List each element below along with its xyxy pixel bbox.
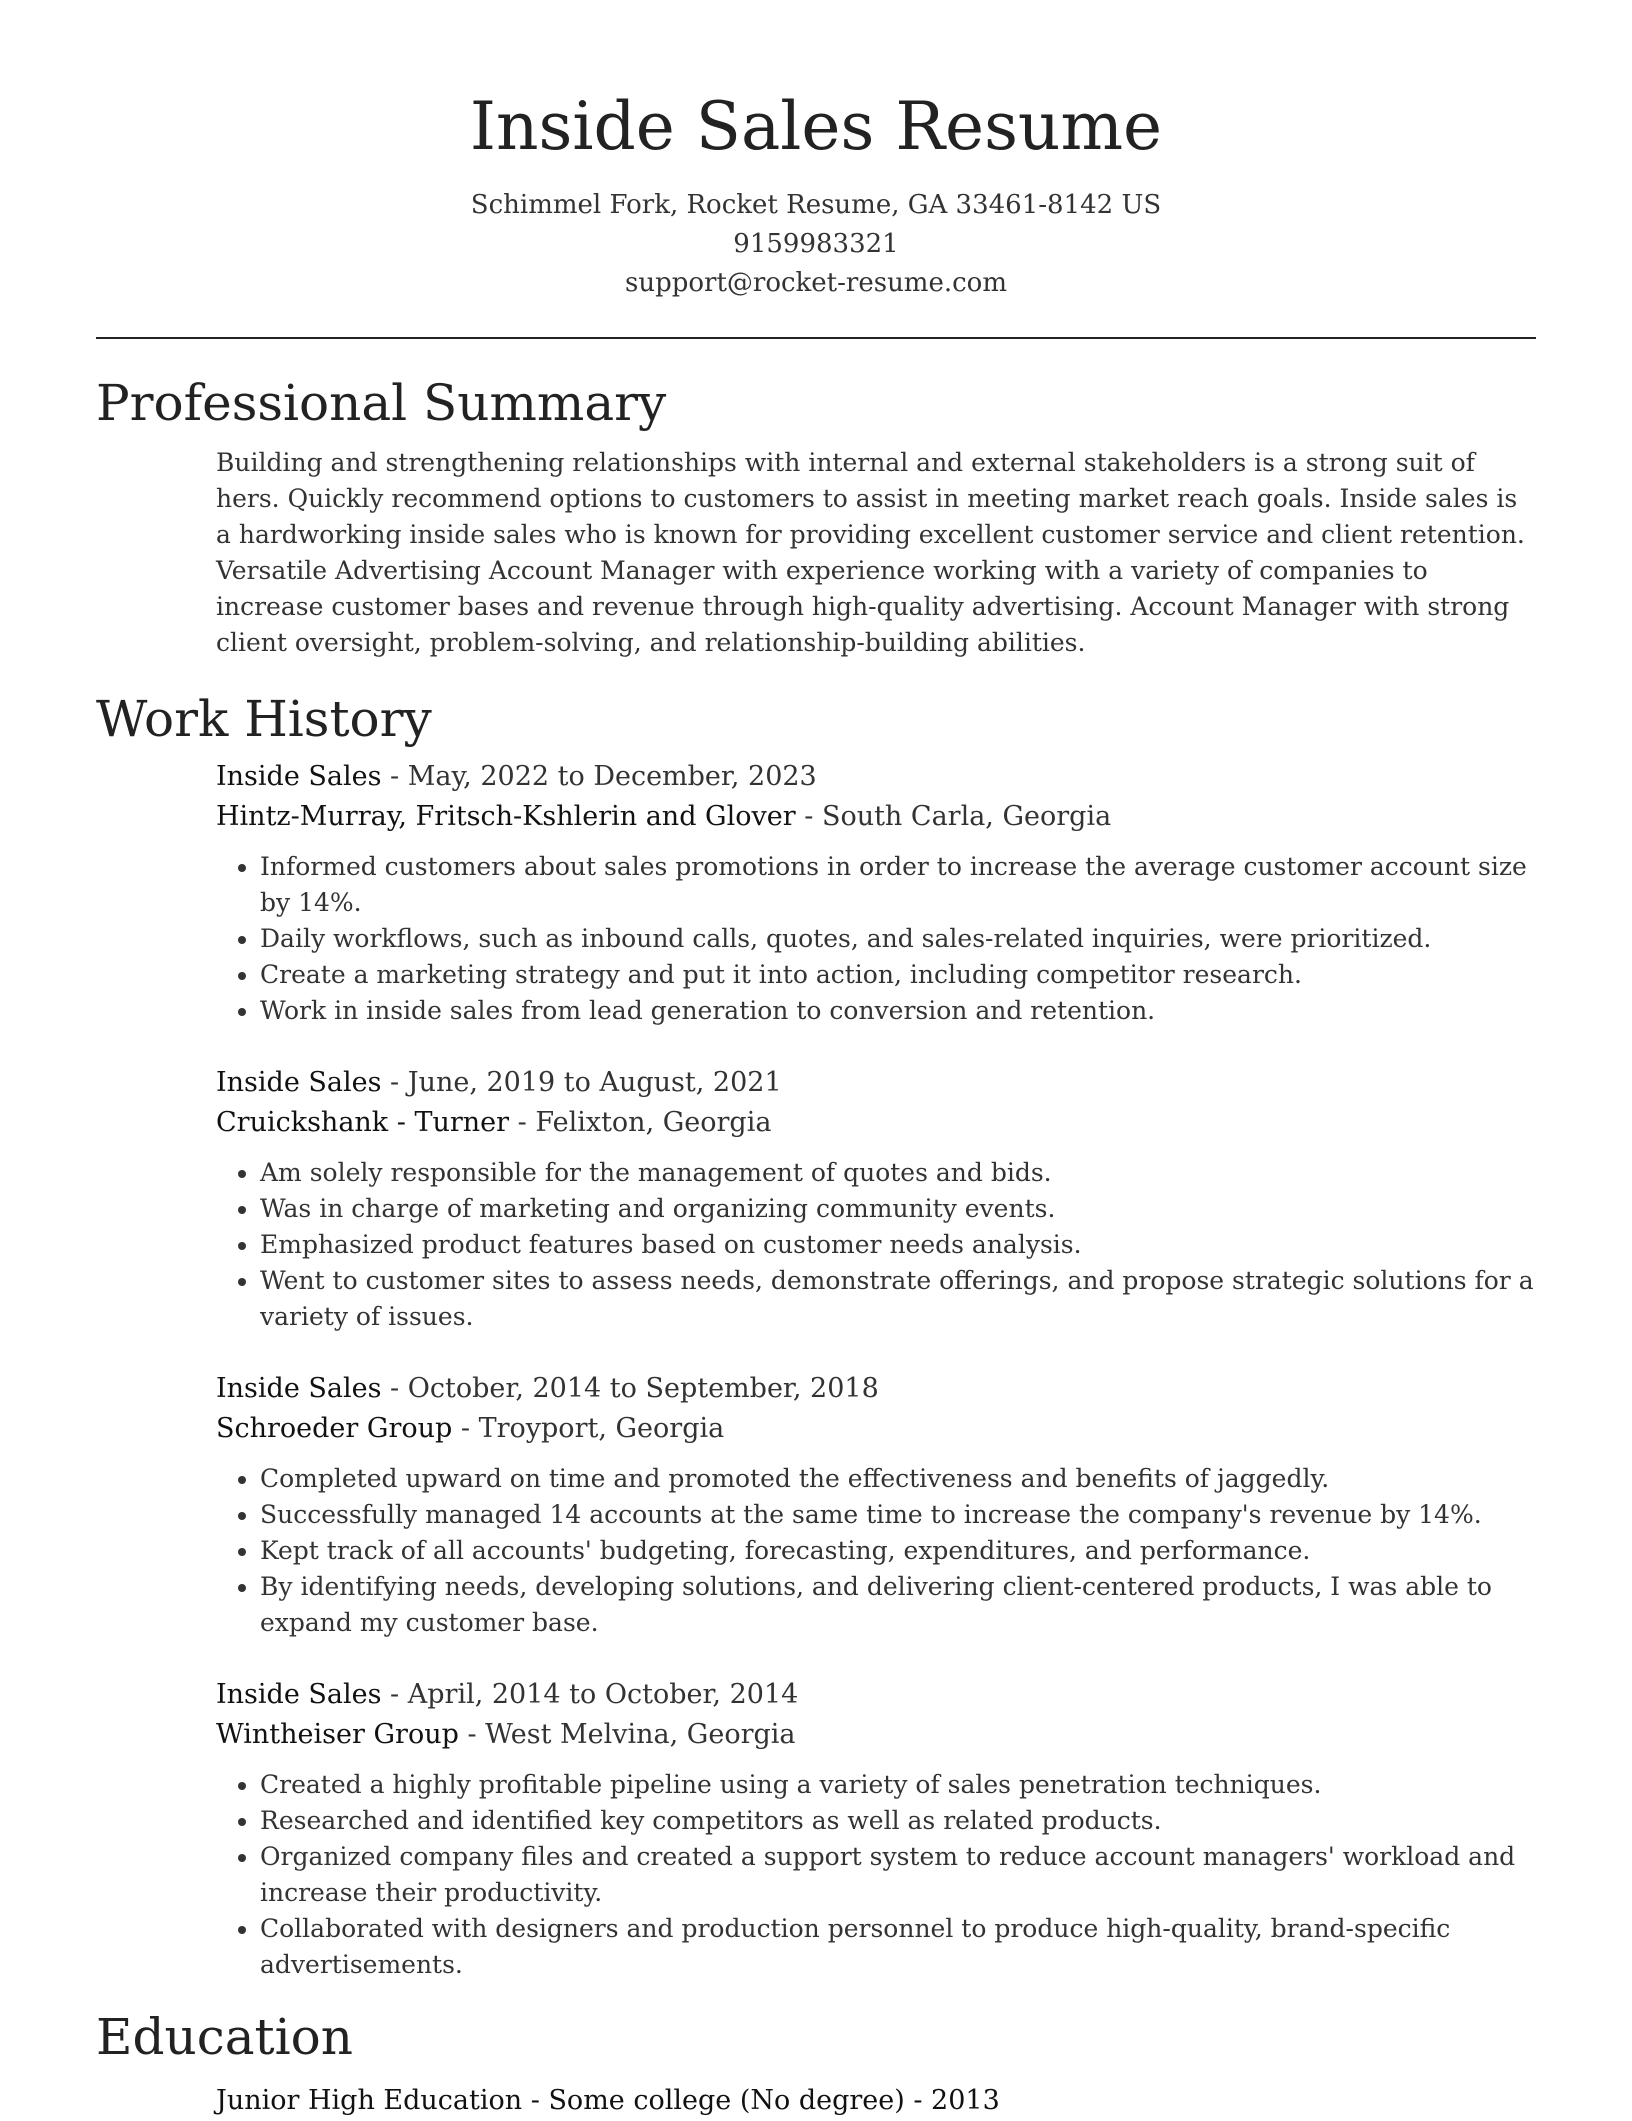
job-dates: - June, 2019 to August, 2021 xyxy=(381,1067,782,1098)
job-employer-line xyxy=(216,1715,1536,1755)
job-title-line xyxy=(216,1675,1536,1715)
job-entry xyxy=(216,757,1536,1029)
education-section xyxy=(216,2081,1536,2121)
job-title-line xyxy=(216,1063,1536,1103)
job-title-line xyxy=(216,757,1536,797)
job-employer: Hintz-Murray, Fritsch-Kshlerin and Glover xyxy=(216,801,796,832)
job-bullet: • Emphasized product features based on customer needs analysis. xyxy=(260,1227,1536,1263)
job-bullet: • Was in charge of marketing and organizing community events. xyxy=(260,1191,1536,1227)
resume-title: Inside Sales Resume xyxy=(469,88,1163,165)
job-employer: Cruickshank - Turner xyxy=(216,1107,510,1138)
job-employer-line xyxy=(216,1409,1536,1449)
job-bullet: • Created a highly profitable pipeline using a variety of sales penetration techniques. xyxy=(260,1767,1536,1803)
section-title-education: Education xyxy=(96,2008,353,2066)
job-bullet: • Informed customers about sales promotions in order to increase the average customer account size by 14%. xyxy=(260,849,1536,921)
job-bullet: • Create a marketing strategy and put it into action, including competitor research. xyxy=(260,957,1536,993)
job-location: - West Melvina, Georgia xyxy=(458,1719,796,1750)
job-role: Inside Sales xyxy=(216,761,382,792)
contact-address: Schimmel Fork, Rocket Resume, GA 33461-8142 US xyxy=(470,190,1162,220)
job-bullet: • Organized company files and created a support system to reduce account managers' workload and increase their productivity. xyxy=(260,1839,1536,1911)
resume-header xyxy=(96,0,1536,303)
job-bullet: • Completed upward on time and promoted the effectiveness and benefits of jaggedly. xyxy=(260,1461,1536,1497)
job-dates: - October, 2014 to September, 2018 xyxy=(381,1373,879,1404)
job-employer-line xyxy=(216,797,1536,837)
job-bullet: • Am solely responsible for the management of quotes and bids. xyxy=(260,1155,1536,1191)
job-role: Inside Sales xyxy=(216,1373,382,1404)
job-entry xyxy=(216,1063,1536,1335)
header-divider xyxy=(96,337,1536,339)
job-bullet-list xyxy=(216,1155,1536,1335)
job-bullet-list xyxy=(216,1767,1536,1983)
job-bullet-list xyxy=(216,1461,1536,1641)
contact-phone: 9159983321 xyxy=(733,229,899,259)
job-entry xyxy=(216,1675,1536,1983)
job-location: - Troyport, Georgia xyxy=(452,1413,725,1444)
job-bullet: • By identifying needs, developing solutions, and delivering client-centered products, I was able to expand my customer base. xyxy=(260,1569,1536,1641)
section-title-work-history: Work History xyxy=(96,690,432,748)
job-role: Inside Sales xyxy=(216,1067,382,1098)
work-history-section xyxy=(216,757,1536,1983)
section-title-summary: Professional Summary xyxy=(96,374,667,432)
education-entry: Junior High Education - Some college (No degree) - 2013 xyxy=(216,2085,1000,2116)
resume-page xyxy=(96,0,1536,2121)
job-location: - South Carla, Georgia xyxy=(795,801,1112,832)
job-entry xyxy=(216,1369,1536,1641)
job-role: Inside Sales xyxy=(216,1679,382,1710)
job-title-line xyxy=(216,1369,1536,1409)
job-bullet: • Daily workflows, such as inbound calls, quotes, and sales-related inquiries, were prioritized. xyxy=(260,921,1536,957)
job-bullet: • Went to customer sites to assess needs, demonstrate offerings, and propose strategic solutions for a variety of issues. xyxy=(260,1263,1536,1335)
summary-section xyxy=(216,445,1536,661)
job-dates: - May, 2022 to December, 2023 xyxy=(381,761,817,792)
job-employer-line xyxy=(216,1103,1536,1143)
job-dates: - April, 2014 to October, 2014 xyxy=(381,1679,799,1710)
job-employer: Schroeder Group xyxy=(216,1413,453,1444)
contact-email: support@rocket-resume.com xyxy=(624,268,1007,298)
job-bullet-list xyxy=(216,849,1536,1029)
job-bullet: • Collaborated with designers and production personnel to produce high-quality, brand-specific advertisements. xyxy=(260,1911,1536,1983)
job-bullet: • Work in inside sales from lead generation to conversion and retention. xyxy=(260,993,1536,1029)
summary-paragraph: Building and strengthening relationships with internal and external stakeholders is a strong suit of hers. Quickly recommend options to customers to assist in meeting market reach goals. Inside sales is a hardworking inside sales who is known for providing excellent customer service and client retention. Versatile Advertising Account Manager with experience working with a variety of companies to increase customer bases and revenue through high-quality advertising. Account Manager with strong client oversight, problem-solving, and relationship-building abilities. xyxy=(216,448,1525,657)
job-bullet: • Successfully managed 14 accounts at the same time to increase the company's revenue by 14%. xyxy=(260,1497,1536,1533)
job-bullet: • Kept track of all accounts' budgeting, forecasting, expenditures, and performance. xyxy=(260,1533,1536,1569)
job-employer: Wintheiser Group xyxy=(216,1719,459,1750)
job-bullet: • Researched and identified key competitors as well as related products. xyxy=(260,1803,1536,1839)
job-location: - Felixton, Georgia xyxy=(509,1107,772,1138)
